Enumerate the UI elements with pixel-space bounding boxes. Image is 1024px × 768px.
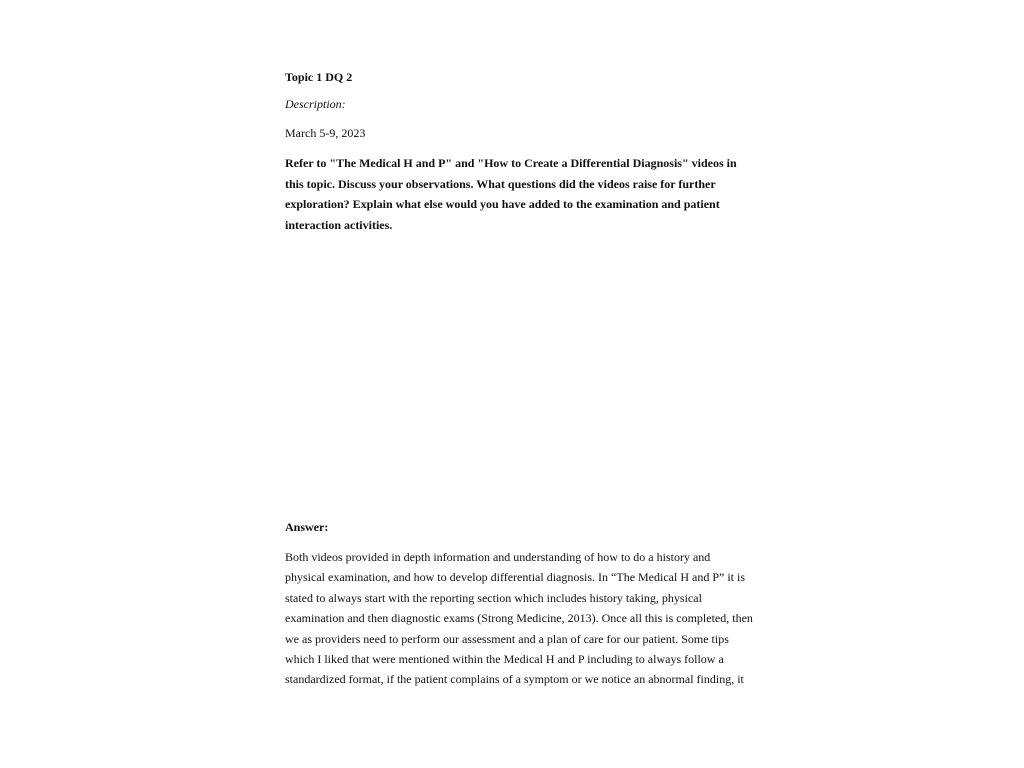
answer-line: which I liked that were mentioned within the Medical H and P including to always follow a (285, 652, 724, 667)
answer-heading: Answer: (285, 520, 329, 534)
prompt-line: Refer to "The Medical H and P" and "How to Create a Differential Diagnosis" videos in (285, 156, 737, 170)
document-title: Topic 1 DQ 2 (285, 70, 353, 84)
answer-line: Both videos provided in depth information and understanding of how to do a history and (285, 550, 711, 564)
description-label: Description: (285, 97, 346, 111)
prompt-line: this topic. Discuss your observations. What questions did the videos raise for further (285, 176, 716, 191)
discussion-prompt (285, 153, 745, 235)
prompt-line: interaction activities. (285, 217, 393, 232)
answer-line: stated to always start with the reporting section which includes history taking, physical (285, 590, 702, 605)
answer-line: we as providers need to perform our assessment and a plan of care for our patient. Some tips (285, 631, 729, 646)
answer-line: standardized format, if the patient complains of a symptom or we notice an abnormal finding, it (285, 672, 744, 687)
answer-body (285, 547, 755, 690)
answer-line: physical examination, and how to develop differential diagnosis. In “The Medical H and P” it is (285, 570, 745, 585)
prompt-line: exploration? Explain what else would you have added to the examination and patient (285, 197, 720, 211)
document-date: March 5-9, 2023 (285, 126, 366, 140)
answer-line: examination and then diagnostic exams (Strong Medicine, 2013). Once all this is completed, then (285, 611, 753, 626)
